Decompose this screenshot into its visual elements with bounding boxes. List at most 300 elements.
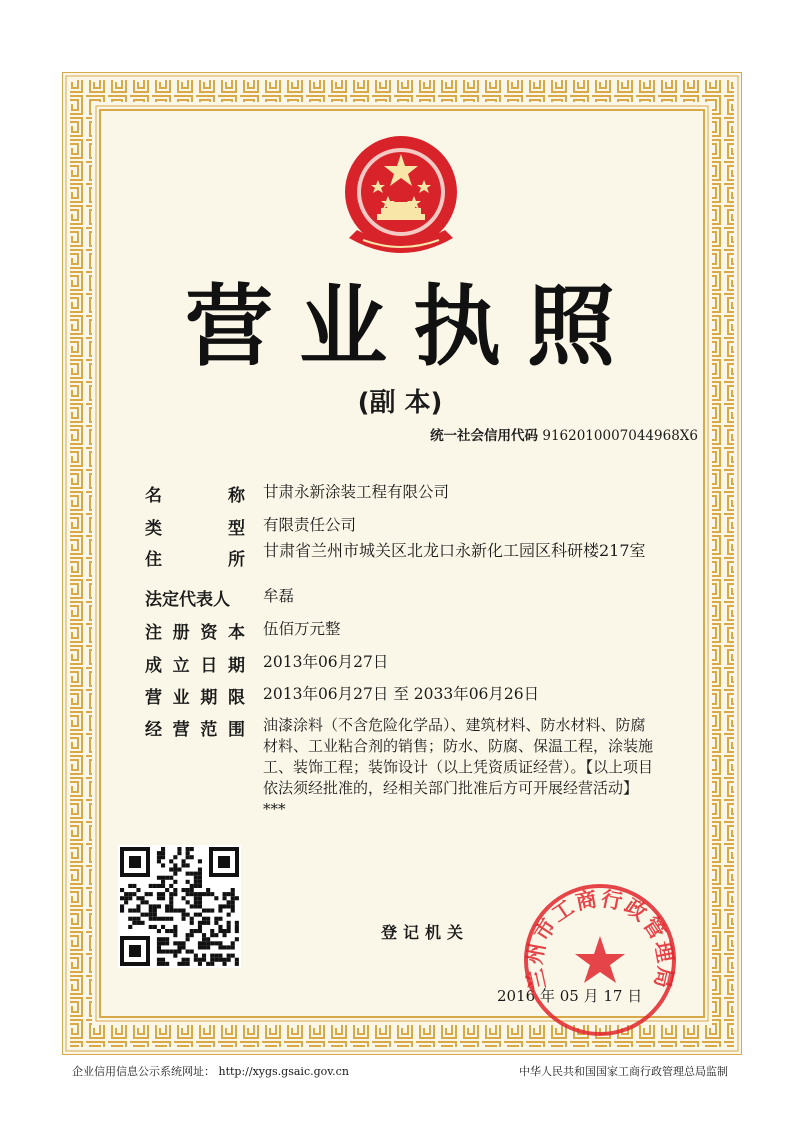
label-char: 业	[172, 688, 190, 708]
label-char: 围	[227, 720, 245, 740]
qr-module	[198, 876, 202, 880]
qr-module	[231, 941, 235, 945]
qr-module	[173, 892, 177, 896]
document-subtitle: (副 本)	[357, 388, 443, 418]
qr-module	[198, 884, 202, 888]
qr-module	[161, 950, 165, 954]
qr-code	[118, 845, 241, 968]
qr-module	[182, 962, 186, 966]
qr-module	[173, 872, 177, 876]
qr-module	[235, 925, 239, 929]
qr-module	[161, 925, 165, 929]
qr-module	[161, 855, 165, 859]
qr-module	[214, 896, 218, 900]
qr-module	[231, 900, 235, 904]
qr-module	[182, 945, 186, 949]
seal-text: 兰州市工商行政管理局	[521, 885, 679, 993]
qr-module	[210, 958, 214, 962]
qr-module	[190, 917, 194, 921]
qr-module	[186, 913, 190, 917]
qr-module	[128, 925, 132, 929]
label-char: 日	[200, 656, 218, 676]
qr-module	[177, 941, 181, 945]
qr-module	[169, 859, 173, 863]
qr-module	[128, 892, 132, 896]
qr-module	[235, 962, 239, 966]
qr-module	[186, 950, 190, 954]
qr-module	[223, 962, 227, 966]
label-char: 期	[227, 656, 245, 676]
qr-module	[227, 958, 231, 962]
field-label	[145, 715, 245, 740]
qr-module	[136, 904, 140, 908]
qr-module	[157, 917, 161, 921]
qr-module	[132, 921, 136, 925]
qr-module	[210, 933, 214, 937]
qr-module	[194, 958, 198, 962]
qr-module	[190, 921, 194, 925]
qr-module	[198, 941, 202, 945]
qr-module	[194, 876, 198, 880]
qr-module	[157, 937, 161, 941]
qr-module	[169, 909, 173, 913]
qr-module	[132, 884, 136, 888]
qr-module	[149, 892, 153, 896]
qr-module	[198, 880, 202, 884]
qr-module	[227, 929, 231, 933]
qr-module	[149, 884, 153, 888]
qr-module	[214, 958, 218, 962]
qr-module	[186, 900, 190, 904]
qr-module	[190, 855, 194, 859]
qr-module	[169, 884, 173, 888]
qr-module	[141, 913, 145, 917]
qr-module	[202, 954, 206, 958]
qr-module	[186, 863, 190, 867]
qr-module	[177, 945, 181, 949]
qr-module	[223, 892, 227, 896]
qr-module	[186, 872, 190, 876]
qr-module	[223, 896, 227, 900]
qr-module	[223, 933, 227, 937]
label-char: 注	[145, 623, 162, 643]
qr-module	[218, 925, 222, 929]
qr-module	[161, 917, 165, 921]
qr-module	[186, 937, 190, 941]
qr-module	[235, 896, 239, 900]
qr-module	[218, 909, 222, 913]
qr-module	[120, 888, 124, 892]
field-label	[145, 683, 245, 708]
qr-module	[198, 868, 202, 872]
qr-module	[210, 892, 214, 896]
qr-module	[177, 950, 181, 954]
qr-module	[169, 892, 173, 896]
qr-module	[202, 892, 206, 896]
label-char: 型	[228, 519, 245, 539]
qr-module	[169, 917, 173, 921]
label-char: 经	[145, 720, 162, 740]
qr-module	[165, 876, 169, 880]
qr-module	[165, 917, 169, 921]
qr-module	[198, 921, 202, 925]
label-char: 本	[227, 623, 245, 643]
qr-module	[198, 913, 202, 917]
qr-module	[227, 904, 231, 908]
qr-module	[194, 904, 198, 908]
label-char: 限	[227, 688, 245, 708]
qr-module	[157, 892, 161, 896]
qr-module	[231, 945, 235, 949]
qr-module	[136, 921, 140, 925]
qr-module	[132, 892, 136, 896]
qr-module	[173, 950, 177, 954]
qr-module	[169, 868, 173, 872]
qr-module	[157, 855, 161, 859]
qr-module	[194, 872, 198, 876]
qr-module	[182, 941, 186, 945]
qr-module	[120, 909, 124, 913]
qr-module	[141, 900, 145, 904]
label-char: 期	[200, 688, 218, 708]
qr-module	[182, 917, 186, 921]
qr-module	[235, 958, 239, 962]
qr-module	[136, 896, 140, 900]
qr-module	[161, 937, 165, 941]
qr-module	[153, 913, 157, 917]
field-value: 2013年06月27日 至 2033年06月26日	[263, 685, 540, 703]
field-value: 有限责任公司	[263, 516, 357, 534]
qr-module	[157, 876, 161, 880]
qr-module	[124, 896, 128, 900]
qr-module	[186, 851, 190, 855]
qr-module	[186, 855, 190, 859]
field-value: 油漆涂料（不含危险化学品）、建筑材料、防水材料、防腐材料、工业粘合剂的销售；防水、防腐、保温工程，涂装施工、装饰工程；装饰设计（以上凭资质证经营）。【以上项目依法须经批准的，经相关部门批准后方可开展经营活动】***	[263, 716, 654, 818]
qr-module	[157, 962, 161, 966]
qr-module	[198, 872, 202, 876]
qr-module	[169, 904, 173, 908]
qr-module	[157, 904, 161, 908]
qr-module	[227, 892, 231, 896]
qr-module	[198, 859, 202, 863]
qr-module	[153, 917, 157, 921]
qr-module	[153, 925, 157, 929]
qr-module	[206, 945, 210, 949]
qr-module	[157, 859, 161, 863]
qr-module	[182, 859, 186, 863]
qr-module	[186, 888, 190, 892]
qr-module	[149, 925, 153, 929]
qr-module	[206, 888, 210, 892]
qr-module	[235, 929, 239, 933]
qr-module	[165, 929, 169, 933]
qr-module	[210, 929, 214, 933]
qr-module	[210, 941, 214, 945]
qr-module	[206, 941, 210, 945]
qr-module	[128, 884, 132, 888]
label-char: 营	[172, 720, 190, 740]
qr-module	[186, 880, 190, 884]
qr-module	[169, 900, 173, 904]
qr-module	[202, 933, 206, 937]
document-title: 营业执照	[184, 275, 641, 378]
qr-module	[206, 962, 210, 966]
label-char: 营	[145, 688, 162, 708]
qr-module	[227, 945, 231, 949]
field-label	[145, 481, 245, 506]
qr-module	[198, 929, 202, 933]
qr-module	[169, 876, 173, 880]
qr-module	[190, 847, 194, 851]
qr-module	[202, 958, 206, 962]
qr-module	[182, 888, 186, 892]
credit-code-label: 统一社会信用代码	[430, 428, 539, 444]
qr-module	[136, 888, 140, 892]
label-char: 范	[200, 720, 218, 740]
national-emblem	[333, 128, 469, 264]
label-char: 立	[172, 656, 190, 676]
qr-module	[214, 954, 218, 958]
qr-module	[169, 896, 173, 900]
qr-module	[218, 941, 222, 945]
qr-module	[190, 872, 194, 876]
qr-module	[182, 896, 186, 900]
qr-module	[218, 945, 222, 949]
qr-module	[149, 917, 153, 921]
field-label	[145, 545, 245, 570]
qr-module	[227, 921, 231, 925]
qr-module	[161, 880, 165, 884]
qr-module	[194, 913, 198, 917]
qr-module	[202, 921, 206, 925]
qr-module	[186, 892, 190, 896]
qr-module	[145, 892, 149, 896]
qr-module	[165, 937, 169, 941]
qr-module	[198, 945, 202, 949]
qr-module	[223, 945, 227, 949]
qr-module	[231, 954, 235, 958]
qr-module	[161, 958, 165, 962]
qr-module	[214, 921, 218, 925]
qr-module	[202, 941, 206, 945]
qr-module	[206, 937, 210, 941]
qr-module	[157, 958, 161, 962]
qr-module	[182, 909, 186, 913]
field-label	[145, 651, 245, 676]
qr-module	[173, 880, 177, 884]
qr-module	[124, 892, 128, 896]
qr-module	[161, 892, 165, 896]
qr-module	[210, 954, 214, 958]
qr-module	[173, 933, 177, 937]
qr-module	[161, 962, 165, 966]
label-char: 类	[145, 519, 162, 539]
qr-module	[153, 909, 157, 913]
qr-module	[136, 917, 140, 921]
qr-module	[206, 921, 210, 925]
qr-module	[202, 937, 206, 941]
qr-module	[161, 863, 165, 867]
qr-module	[218, 958, 222, 962]
qr-module	[223, 904, 227, 908]
qr-module	[136, 909, 140, 913]
qr-module	[218, 954, 222, 958]
qr-module	[202, 945, 206, 949]
qr-module	[186, 962, 190, 966]
qr-module	[141, 896, 145, 900]
qr-module	[165, 909, 169, 913]
qr-module	[141, 921, 145, 925]
qr-module	[161, 896, 165, 900]
qr-module	[145, 900, 149, 904]
qr-module	[190, 884, 194, 888]
field-value: 甘肃省兰州市城关区北龙口永新化工园区科研楼217室	[263, 541, 646, 560]
qr-module	[206, 892, 210, 896]
credit-code	[430, 424, 698, 444]
qr-module	[194, 896, 198, 900]
qr-module	[202, 917, 206, 921]
qr-module	[157, 945, 161, 949]
qr-module	[214, 941, 218, 945]
qr-module	[165, 941, 169, 945]
qr-module	[145, 913, 149, 917]
qr-module	[198, 900, 202, 904]
qr-module	[165, 950, 169, 954]
qr-module	[190, 929, 194, 933]
qr-module	[157, 950, 161, 954]
label-char: 所	[228, 550, 245, 570]
qr-module	[165, 962, 169, 966]
qr-module	[227, 954, 231, 958]
qr-module	[173, 909, 177, 913]
qr-module	[177, 847, 181, 851]
qr-module	[190, 904, 194, 908]
label-char: 资	[200, 623, 218, 643]
qr-module	[161, 876, 165, 880]
qr-module	[218, 929, 222, 933]
qr-module	[190, 892, 194, 896]
qr-module	[194, 929, 198, 933]
qr-module	[128, 909, 132, 913]
qr-module	[231, 892, 235, 896]
label-char: 册	[172, 623, 190, 643]
qr-module	[169, 929, 173, 933]
label-char: 称	[228, 486, 245, 506]
qr-module	[177, 868, 181, 872]
qr-module	[153, 884, 157, 888]
footer-website: 企业信用信息公示系统网址： http://xygs.gsaic.gov.cn	[72, 1065, 349, 1078]
credit-code-value: 9162010007044968X6	[542, 428, 698, 444]
qr-module	[182, 863, 186, 867]
official-seal	[520, 880, 680, 1040]
qr-module	[218, 904, 222, 908]
qr-module	[206, 909, 210, 913]
qr-module	[173, 888, 177, 892]
qr-module	[186, 958, 190, 962]
qr-module	[198, 925, 202, 929]
qr-module	[157, 941, 161, 945]
footer-issuer: 中华人民共和国国家工商行政管理总局监制	[519, 1065, 728, 1078]
qr-module	[198, 892, 202, 896]
qr-module	[214, 933, 218, 937]
qr-module	[231, 904, 235, 908]
qr-module	[227, 925, 231, 929]
qr-module	[194, 884, 198, 888]
qr-module	[157, 896, 161, 900]
qr-module	[128, 896, 132, 900]
qr-module	[182, 958, 186, 962]
field-value: 2013年06月27日	[263, 653, 389, 671]
qr-module	[227, 900, 231, 904]
registration-date: 2016 年 05 月 17 日	[497, 987, 643, 1005]
qr-module	[231, 896, 235, 900]
field-value: 甘肃永新涂装工程有限公司	[263, 483, 450, 501]
qr-module	[173, 941, 177, 945]
qr-module	[190, 950, 194, 954]
qr-module	[165, 888, 169, 892]
qr-module	[198, 962, 202, 966]
qr-module	[120, 904, 124, 908]
qr-module	[198, 958, 202, 962]
qr-module	[206, 917, 210, 921]
qr-module	[194, 954, 198, 958]
qr-module	[186, 933, 190, 937]
qr-module	[132, 909, 136, 913]
qr-module	[149, 904, 153, 908]
qr-module	[165, 904, 169, 908]
qr-module	[149, 909, 153, 913]
qr-module	[124, 900, 128, 904]
qr-module	[198, 904, 202, 908]
qr-module	[231, 909, 235, 913]
label-char: 成	[145, 656, 162, 676]
qr-module	[128, 917, 132, 921]
qr-module	[218, 917, 222, 921]
qr-module	[177, 962, 181, 966]
qr-module	[194, 900, 198, 904]
qr-module	[227, 913, 231, 917]
qr-module	[157, 851, 161, 855]
registration-authority-label: 登记机关	[381, 923, 470, 942]
qr-module	[223, 958, 227, 962]
qr-module	[198, 896, 202, 900]
qr-module	[169, 950, 173, 954]
qr-module	[173, 863, 177, 867]
field-label: 法定代表人	[145, 590, 230, 610]
qr-module	[186, 847, 190, 851]
qr-module	[210, 909, 214, 913]
qr-module	[161, 847, 165, 851]
label-char: 住	[145, 550, 162, 570]
qr-module	[161, 941, 165, 945]
field-label	[145, 618, 245, 643]
qr-module	[173, 954, 177, 958]
field-label	[145, 514, 245, 539]
qr-module	[157, 929, 161, 933]
qr-module	[231, 888, 235, 892]
qr-module	[223, 929, 227, 933]
field-value: 牟磊	[263, 587, 295, 605]
qr-module	[214, 917, 218, 921]
qr-module	[173, 925, 177, 929]
qr-module	[235, 921, 239, 925]
qr-module	[177, 909, 181, 913]
field-value: 伍佰万元整	[263, 620, 341, 638]
qr-module	[173, 929, 177, 933]
qr-module	[194, 880, 198, 884]
qr-module	[194, 892, 198, 896]
label-char: 名	[145, 486, 162, 506]
